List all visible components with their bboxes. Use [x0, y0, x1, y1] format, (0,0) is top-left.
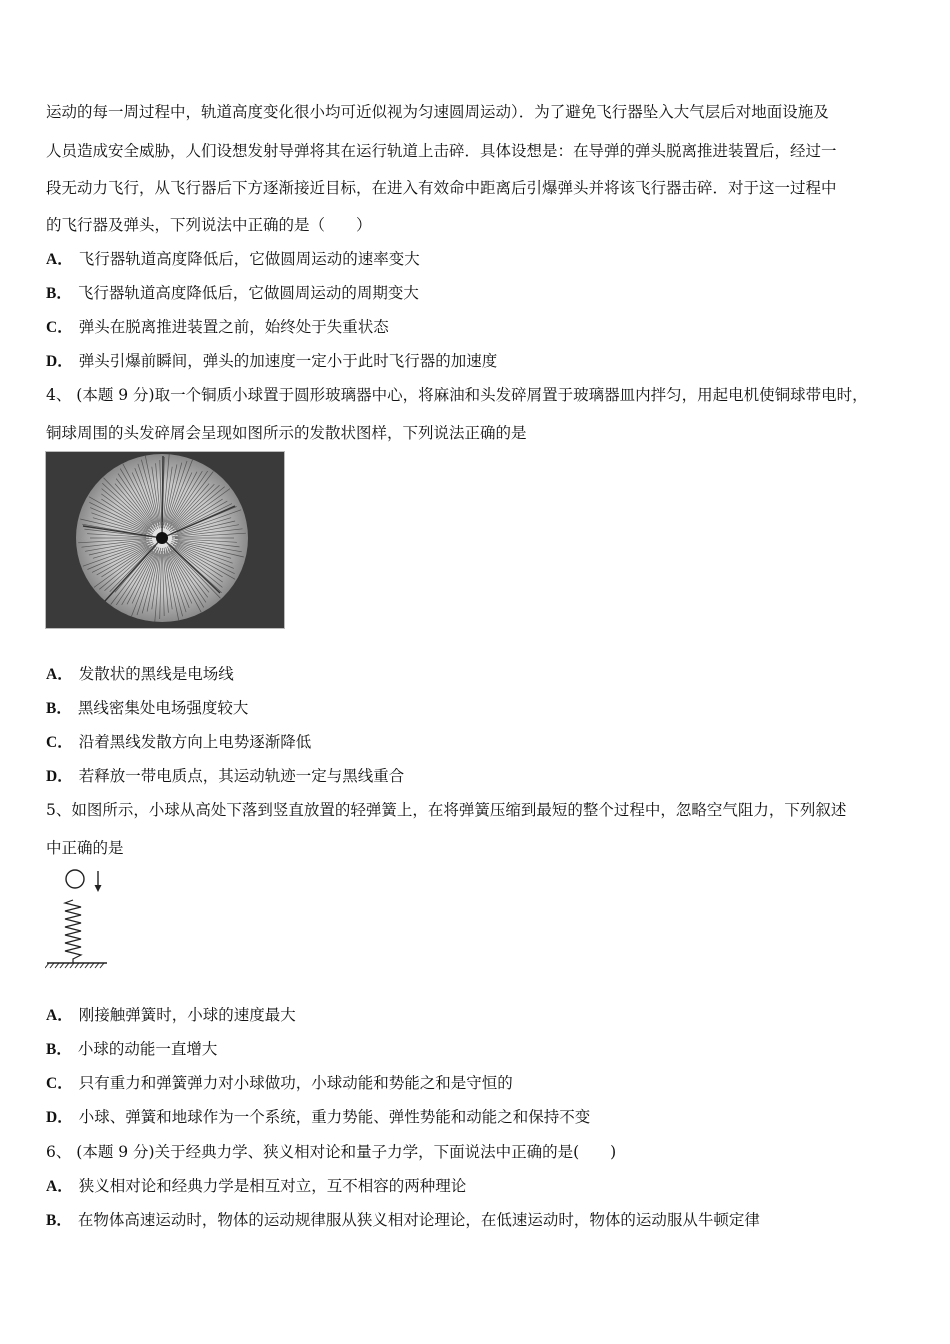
option-label: A． [46, 1007, 73, 1024]
q3-option-d[interactable] [46, 351, 914, 372]
option-label: A． [46, 251, 73, 268]
option-text: 在物体高速运动时，物体的运动规律服从狭义相对论理论，在低速运动时，物体的运动服从牛顿定律 [77, 1211, 760, 1229]
q3-option-b[interactable] [46, 283, 914, 304]
ball [66, 870, 84, 888]
q5-option-b[interactable] [46, 1039, 914, 1060]
q6-option-a[interactable] [46, 1176, 914, 1197]
q6-option-b[interactable] [46, 1210, 914, 1231]
q5-option-d[interactable] [46, 1107, 914, 1128]
option-text: 弹头引爆前瞬间，弹头的加速度一定小于此时飞行器的加速度 [78, 352, 498, 370]
option-label: D． [46, 353, 73, 370]
q3-stem-line-1: 运动的每一周过程中，轨道高度变化很小均可近似视为匀速圆周运动）．为了避免飞行器坠入大气层后对地面设施及 [46, 103, 829, 121]
option-text: 若释放一带电质点，其运动轨迹一定与黑线重合 [78, 767, 405, 785]
option-label: B． [46, 1212, 72, 1229]
option-text: 沿着黑线发散方向上电势逐渐降低 [78, 733, 312, 751]
down-arrow-icon [95, 871, 102, 892]
ball-spring-figure [45, 866, 111, 970]
q6-stem-line-1: 6、 (本题 9 分)关于经典力学、狭义相对论和量子力学，下面说法中正确的是( ) [46, 1143, 617, 1161]
option-label: B． [46, 1041, 72, 1058]
option-text: 刚接触弹簧时，小球的速度最大 [78, 1006, 296, 1024]
option-text: 黑线密集处电场强度较大 [77, 699, 249, 717]
option-label: C． [46, 1075, 73, 1092]
spring [65, 900, 81, 963]
q3-option-c[interactable] [46, 317, 914, 338]
q3-option-a[interactable] [46, 249, 914, 270]
option-text: 发散状的黑线是电场线 [78, 665, 234, 683]
q4-option-a[interactable] [46, 664, 914, 685]
q3-stem-line-3: 段无动力飞行，从飞行器后下方逐渐接近目标，在进入有效命中距离后引爆弹头并将该飞行器击碎．对于这一过程中 [46, 179, 837, 197]
q5-option-c[interactable] [46, 1073, 914, 1094]
q4-stem-line-2: 铜球周围的头发碎屑会呈现如图所示的发散状图样，下列说法正确的是 [46, 424, 527, 442]
option-label: B． [46, 285, 72, 302]
option-label: A． [46, 1178, 73, 1195]
option-text: 飞行器轨道高度降低后，它做圆周运动的周期变大 [77, 284, 419, 302]
option-text: 小球的动能一直增大 [77, 1040, 218, 1058]
q5-option-a[interactable] [46, 1005, 914, 1026]
q3-stem-line-2: 人员造成安全威胁，人们设想发射导弹将其在运行轨道上击碎．具体设想是：在导弹的弹头脱离推进装置后，经过一 [46, 142, 837, 160]
option-text: 飞行器轨道高度降低后，它做圆周运动的速率变大 [78, 250, 420, 268]
option-text: 弹头在脱离推进装置之前，始终处于失重状态 [78, 318, 389, 336]
q5-stem-line-2: 中正确的是 [46, 839, 124, 857]
option-label: C． [46, 319, 73, 336]
option-text: 只有重力和弹簧弹力对小球做功，小球动能和势能之和是守恒的 [78, 1074, 513, 1092]
option-label: A． [46, 666, 73, 683]
electric-field-hair-figure [45, 451, 285, 629]
q5-stem-line-1: 5、如图所示，小球从高处下落到竖直放置的轻弹簧上，在将弹簧压缩到最短的整个过程中，忽略空气阻力，下列叙述 [46, 801, 847, 819]
q3-stem-line-4: 的飞行器及弹头，下列说法中正确的是（ ） [46, 216, 372, 234]
option-text: 小球、弹簧和地球作为一个系统，重力势能、弹性势能和动能之和保持不变 [78, 1108, 591, 1126]
option-label: D． [46, 768, 73, 785]
q4-option-c[interactable] [46, 732, 914, 753]
option-text: 狭义相对论和经典力学是相互对立，互不相容的两种理论 [78, 1177, 467, 1195]
option-label: B． [46, 700, 72, 717]
q4-stem-line-1: 4、 (本题 9 分)取一个铜质小球置于圆形玻璃器中心，将麻油和头发碎屑置于玻璃器皿内拌匀，用起电机使铜球带电时， [46, 386, 868, 404]
q4-option-d[interactable] [46, 766, 914, 787]
option-label: D． [46, 1109, 73, 1126]
q4-option-b[interactable] [46, 698, 914, 719]
option-label: C． [46, 734, 73, 751]
copper-ball [156, 532, 168, 544]
